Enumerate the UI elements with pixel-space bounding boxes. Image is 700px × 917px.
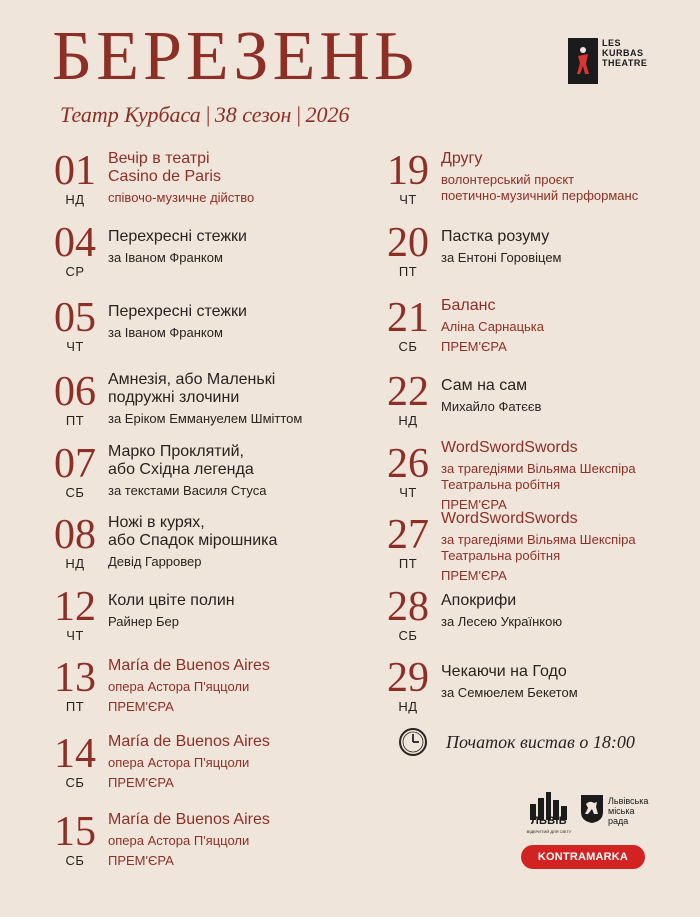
lviv-slogan: ВІДКРИТИЙ ДЛЯ СВІТУ bbox=[526, 829, 572, 834]
event-subtitle: опера Астора П'яццоли bbox=[108, 833, 250, 848]
event-day: 26 bbox=[387, 441, 429, 487]
event-day: 28 bbox=[387, 584, 429, 630]
event-day: 29 bbox=[387, 655, 429, 701]
premiere-badge: ПРЕМ'ЄРА bbox=[441, 568, 507, 583]
event-weekday: ЧТ bbox=[399, 485, 417, 500]
event-title: María de Buenos Aires bbox=[108, 657, 270, 674]
council-line: міська bbox=[608, 806, 635, 816]
event-day: 08 bbox=[54, 512, 96, 558]
separator: | bbox=[204, 102, 211, 127]
event-title: Сам на сам bbox=[441, 377, 528, 394]
theatre-figure-icon bbox=[568, 38, 598, 84]
premiere-badge: ПРЕМ'ЄРА bbox=[441, 497, 507, 512]
event-weekday: НД bbox=[65, 556, 85, 571]
event-title: Перехресні стежки bbox=[108, 228, 247, 245]
lviv-logo-text: ЛЬВІВ bbox=[530, 815, 568, 827]
clock-icon bbox=[398, 727, 428, 757]
event-weekday: ПТ bbox=[398, 556, 418, 571]
event-title: María de Buenos Aires bbox=[108, 733, 270, 750]
event-weekday: СБ bbox=[65, 485, 85, 500]
premiere-badge: ПРЕМ'ЄРА bbox=[441, 339, 507, 354]
event-title: подружні злочини bbox=[108, 389, 240, 406]
event-day: 05 bbox=[54, 295, 96, 341]
event-day: 27 bbox=[387, 512, 429, 558]
event-weekday: НД bbox=[398, 413, 418, 428]
page-subtitle bbox=[60, 102, 349, 128]
event-weekday: ЧТ bbox=[399, 192, 417, 207]
event-day: 22 bbox=[387, 369, 429, 415]
theatre-name: Театр Курбаса bbox=[60, 102, 201, 127]
event-subtitle: за трагедіями Вільяма Шекспіра bbox=[441, 461, 636, 476]
lion-crest-icon bbox=[580, 794, 604, 824]
event-day: 15 bbox=[54, 809, 96, 855]
event-weekday: НД bbox=[65, 192, 85, 207]
event-weekday: СБ bbox=[65, 775, 85, 790]
event-subtitle: Михайло Фатєєв bbox=[441, 399, 542, 414]
event-weekday: НД bbox=[398, 699, 418, 714]
event-day: 04 bbox=[54, 220, 96, 266]
event-day: 20 bbox=[387, 220, 429, 266]
event-subtitle: за текстами Василя Стуса bbox=[108, 483, 267, 498]
event-subtitle: за Лесею Українкою bbox=[441, 614, 563, 629]
season: 38 сезон bbox=[214, 102, 292, 127]
logo-text bbox=[602, 38, 647, 68]
event-title: Баланс bbox=[441, 297, 496, 314]
event-subtitle: опера Астора П'яццоли bbox=[108, 755, 250, 770]
event-title: Коли цвіте полин bbox=[108, 592, 235, 609]
premiere-badge: ПРЕМ'ЄРА bbox=[108, 699, 174, 714]
premiere-badge: ПРЕМ'ЄРА bbox=[108, 775, 174, 790]
council-line: рада bbox=[608, 816, 629, 826]
event-title: Марко Проклятий, bbox=[108, 443, 244, 460]
event-weekday: ПТ bbox=[65, 699, 85, 714]
event-subtitle: волонтерський проєкт bbox=[441, 172, 575, 187]
event-subtitle: за трагедіями Вільяма Шекспіра bbox=[441, 532, 636, 547]
event-day: 21 bbox=[387, 295, 429, 341]
page-title: БЕРЕЗЕНЬ bbox=[52, 18, 419, 95]
event-weekday: СБ bbox=[398, 628, 418, 643]
premiere-badge: ПРЕМ'ЄРА bbox=[108, 853, 174, 868]
event-title: Апокрифи bbox=[441, 592, 517, 609]
kontramarka-logo[interactable]: KONTRAMARKA bbox=[521, 845, 645, 869]
event-title: або Спадок мірошника bbox=[108, 532, 278, 549]
logo-line: KURBAS bbox=[602, 48, 644, 58]
logo-line: LES bbox=[602, 38, 622, 48]
event-subtitle: за Ентоні Горовіцем bbox=[441, 250, 562, 265]
event-subtitle: поетично-музичний перформанс bbox=[441, 188, 639, 203]
event-title: WordSwordSwords bbox=[441, 510, 578, 527]
event-subtitle: за Іваном Франком bbox=[108, 250, 223, 265]
les-kurbas-logo bbox=[568, 36, 658, 86]
event-subtitle: Аліна Сарнацька bbox=[441, 319, 544, 334]
event-title: Чекаючи на Годо bbox=[441, 663, 567, 680]
event-day: 19 bbox=[387, 148, 429, 194]
event-weekday: СБ bbox=[398, 339, 418, 354]
event-weekday: ПТ bbox=[398, 264, 418, 279]
event-weekday: ПТ bbox=[65, 413, 85, 428]
logo-line: THEATRE bbox=[602, 58, 648, 68]
event-weekday: СБ bbox=[65, 853, 85, 868]
event-title: WordSwordSwords bbox=[441, 439, 578, 456]
event-subtitle: Девід Гарровер bbox=[108, 554, 202, 569]
event-title: Вечір в театрі bbox=[108, 150, 210, 167]
event-subtitle: за Еріком Еммануелем Шміттом bbox=[108, 411, 303, 426]
event-day: 13 bbox=[54, 655, 96, 701]
event-subtitle: за Іваном Франком bbox=[108, 325, 223, 340]
city-council-logo bbox=[608, 796, 648, 826]
event-subtitle: Театральна робітня bbox=[441, 477, 561, 492]
event-weekday: ЧТ bbox=[66, 339, 84, 354]
event-day: 06 bbox=[54, 369, 96, 415]
event-title: Другу bbox=[441, 150, 483, 167]
event-day: 07 bbox=[54, 441, 96, 487]
event-day: 12 bbox=[54, 584, 96, 630]
start-time: Початок вистав о 18:00 bbox=[446, 732, 635, 752]
event-subtitle: опера Астора П'яццоли bbox=[108, 679, 250, 694]
event-title: Пастка розуму bbox=[441, 228, 550, 245]
event-title: Амнезія, або Маленькі bbox=[108, 371, 276, 388]
event-title: Casino de Paris bbox=[108, 168, 221, 185]
event-weekday: ЧТ bbox=[66, 628, 84, 643]
event-subtitle: Театральна робітня bbox=[441, 548, 561, 563]
event-title: María de Buenos Aires bbox=[108, 811, 270, 828]
event-subtitle: Райнер Бер bbox=[108, 614, 179, 629]
event-subtitle: співочо-музичне дійство bbox=[108, 190, 255, 205]
event-day: 14 bbox=[54, 731, 96, 777]
event-title: або Східна легенда bbox=[108, 461, 254, 478]
event-title: Перехресні стежки bbox=[108, 303, 247, 320]
event-subtitle: за Семюелем Бекетом bbox=[441, 685, 578, 700]
year: 2026 bbox=[305, 102, 350, 127]
council-line: Львівська bbox=[608, 796, 649, 806]
event-day: 01 bbox=[54, 148, 96, 194]
event-weekday: СР bbox=[65, 264, 85, 279]
separator: | bbox=[295, 102, 302, 127]
event-title: Ножі в курях, bbox=[108, 514, 205, 531]
